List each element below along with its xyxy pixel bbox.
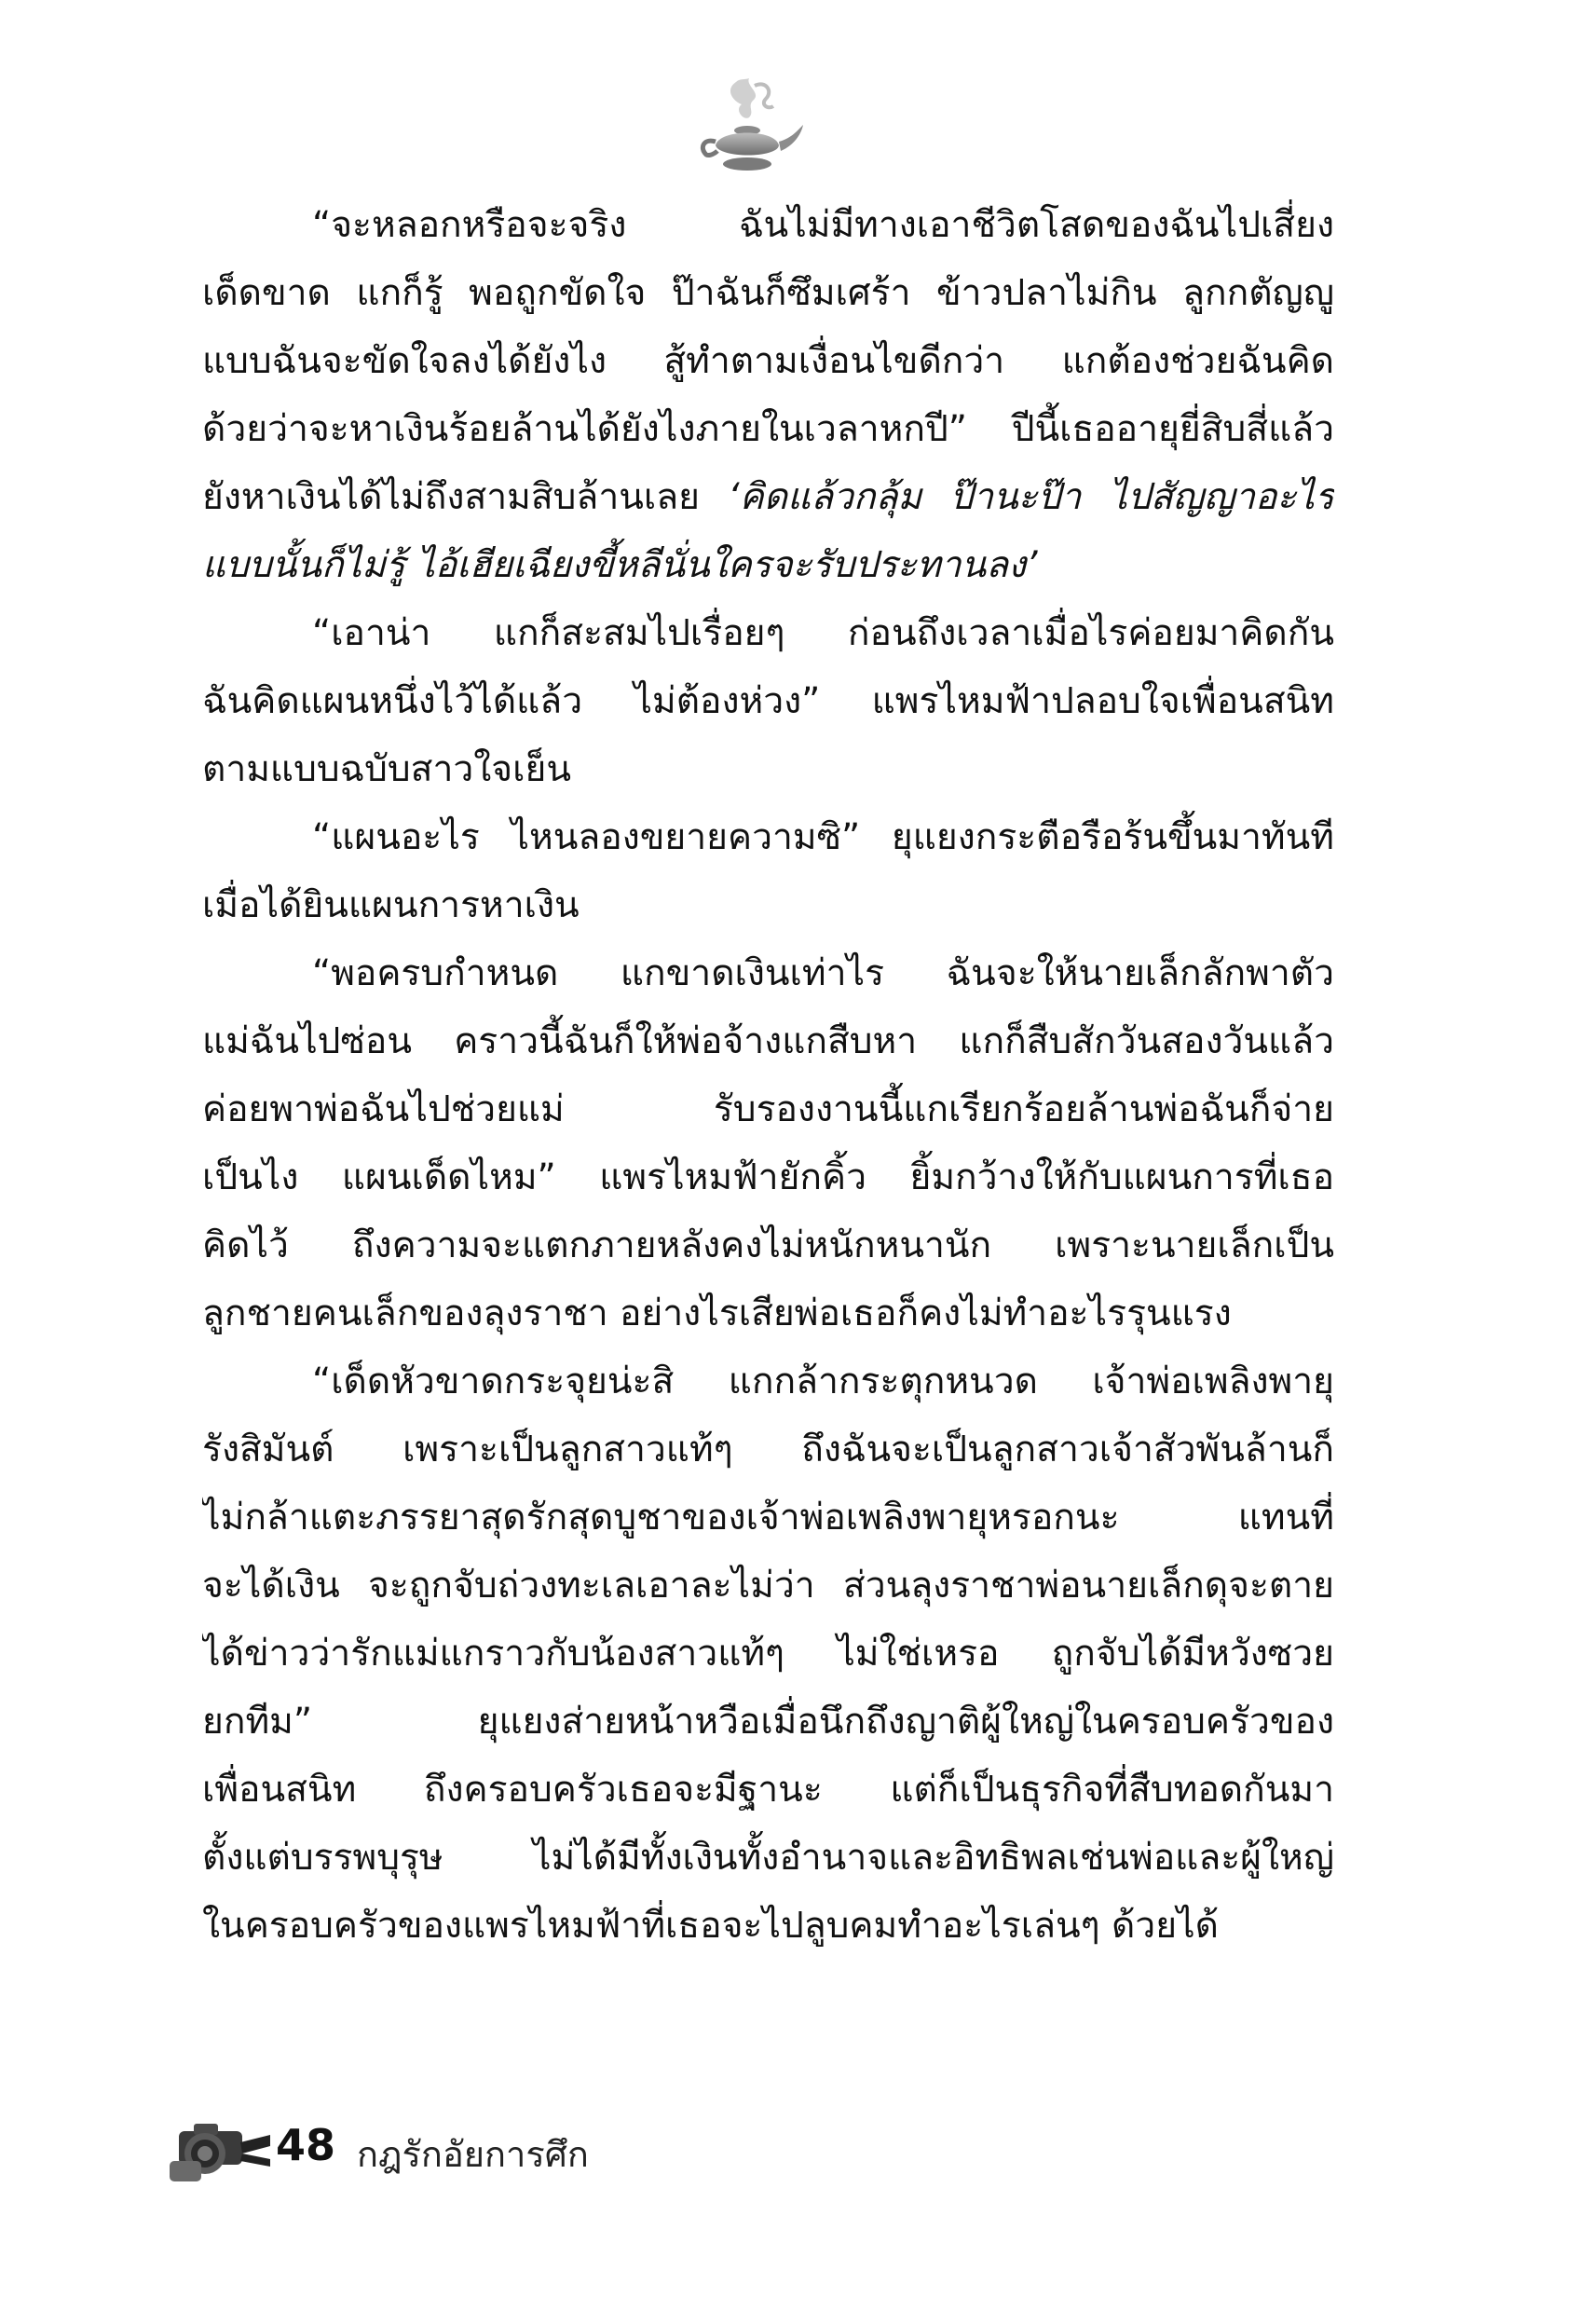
body-text	[202, 191, 1334, 1960]
text-line: รังสิมันต์ เพราะเป็นลูกสาวแท้ๆ ถึงฉันจะเป็นลูกสาวเจ้าสัวพันล้านก็	[202, 1429, 1334, 1470]
text-line: ได้ข่าวว่ารักแม่แกราวกับน้องสาวแท้ๆ ไม่ใช่เหรอ ถูกจับได้มีหวังซวย	[202, 1633, 1334, 1675]
text-line: “จะหลอกหรือจะจริง ฉันไม่มีทางเอาชีวิตโสดของฉันไปเสี่ยง	[312, 204, 1334, 246]
paragraph	[202, 939, 1334, 1347]
text-line: ค่อยพาพ่อฉันไปช่วยแม่ รับรองงานนี้แกเรียกร้อยล้านพ่อฉันก็จ่าย	[202, 1088, 1334, 1130]
text-line: ลูกชายคนเล็กของลุงราชา อย่างไรเสียพ่อเธอก็คงไม่ทำอะไรรุนแรง	[202, 1292, 1232, 1334]
paragraph	[202, 1347, 1334, 1960]
text-line: ตามแบบฉบับสาวใจเย็น	[202, 748, 571, 790]
text-line: แม่ฉันไปซ่อน คราวนี้ฉันก็ให้พ่อจ้างแกสืบหา แกก็สืบสักวันสองวันแล้ว	[202, 1020, 1334, 1062]
text-line: แบบนั้นก็ไม่รู้ ไอ้เฮียเฉียงขี้หลีนั่นใครจะรับประทานลง’	[202, 544, 1038, 586]
text-line: ตั้งแต่บรรพบุรุษ ไม่ได้มีทั้งเงินทั้งอำนาจและอิทธิพลเช่นพ่อและผู้ใหญ่	[202, 1837, 1334, 1879]
text-line: เป็นไง แผนเด็ดไหม” แพรไหมฟ้ายักคิ้ว ยิ้มกว้างให้กับแผนการที่เธอ	[202, 1156, 1334, 1198]
text-line: ไม่กล้าแตะภรรยาสุดรักสุดบูชาของเจ้าพ่อเพลิงพายุหรอกนะ แทนที่	[202, 1497, 1334, 1538]
text-line: ยกทีม” ยุแยงส่ายหน้าหวือเมื่อนึกถึงญาติผู้ใหญ่ในครอบครัวของ	[202, 1701, 1334, 1743]
book-title: กฎรักอัยการศึก	[357, 2134, 589, 2175]
text-line: เด็ดขาด แกก็รู้ พอถูกขัดใจ ป๊าฉันก็ซึมเศร้า ข้าวปลาไม่กิน ลูกกตัญญู	[202, 272, 1334, 314]
page-footer	[166, 2111, 818, 2185]
text-line: เมื่อได้ยินแผนการหาเงิน	[202, 884, 580, 926]
text-line: “เอาน่า แกก็สะสมไปเรื่อยๆ ก่อนถึงเวลาเมื่อไรค่อยมาคิดกัน	[312, 612, 1334, 654]
page-number: 48	[276, 2120, 336, 2170]
text-line: จะได้เงิน จะถูกจับถ่วงทะเลเอาละไม่ว่า ส่วนลุงราชาพ่อนายเล็กดุจะตาย	[202, 1565, 1334, 1607]
paragraph	[202, 803, 1334, 939]
text-line: คิดไว้ ถึงความจะแตกภายหลังคงไม่หนักหนานัก เพราะนายเล็กเป็น	[202, 1224, 1334, 1266]
text-line: ในครอบครัวของแพรไหมฟ้าที่เธอจะไปลูบคมทำอะไรเล่นๆ ด้วยได้	[202, 1905, 1219, 1947]
text-line: เพื่อนสนิท ถึงครอบครัวเธอจะมีฐานะ แต่ก็เป็นธุรกิจที่สืบทอดกันมา	[202, 1769, 1334, 1811]
text-line: ด้วยว่าจะหาเงินร้อยล้านได้ยังไงภายในเวลาหกปี” ปีนี้เธออายุยี่สิบสี่แล้ว	[202, 408, 1334, 450]
paragraph	[202, 599, 1334, 803]
text-line: แบบฉันจะขัดใจลงได้ยังไง สู้ทำตามเงื่อนไขดีกว่า แกต้องช่วยฉันคิด	[202, 340, 1334, 382]
camera-icon	[166, 2111, 273, 2185]
text-line: “เด็ดหัวขาดกระจุยน่ะสิ แกกล้ากระตุกหนวด เจ้าพ่อเพลิงพายุ	[312, 1361, 1334, 1402]
text-line: ยังหาเงินได้ไม่ถึงสามสิบล้านเลย ‘คิดแล้วกลุ้ม ป๊านะป๊า ไปสัญญาอะไร	[202, 476, 1334, 518]
magic-lamp-ornament-icon	[688, 73, 809, 175]
text-line: “พอครบกำหนด แกขาดเงินเท่าไร ฉันจะให้นายเล็กลักพาตัว	[312, 952, 1334, 994]
text-line: ฉันคิดแผนหนึ่งไว้ได้แล้ว ไม่ต้องห่วง” แพรไหมฟ้าปลอบใจเพื่อนสนิท	[202, 680, 1334, 722]
text-line: “แผนอะไร ไหนลองขยายความซิ” ยุแยงกระตือรือร้นขึ้นมาทันที	[312, 816, 1334, 858]
paragraph	[202, 191, 1334, 599]
